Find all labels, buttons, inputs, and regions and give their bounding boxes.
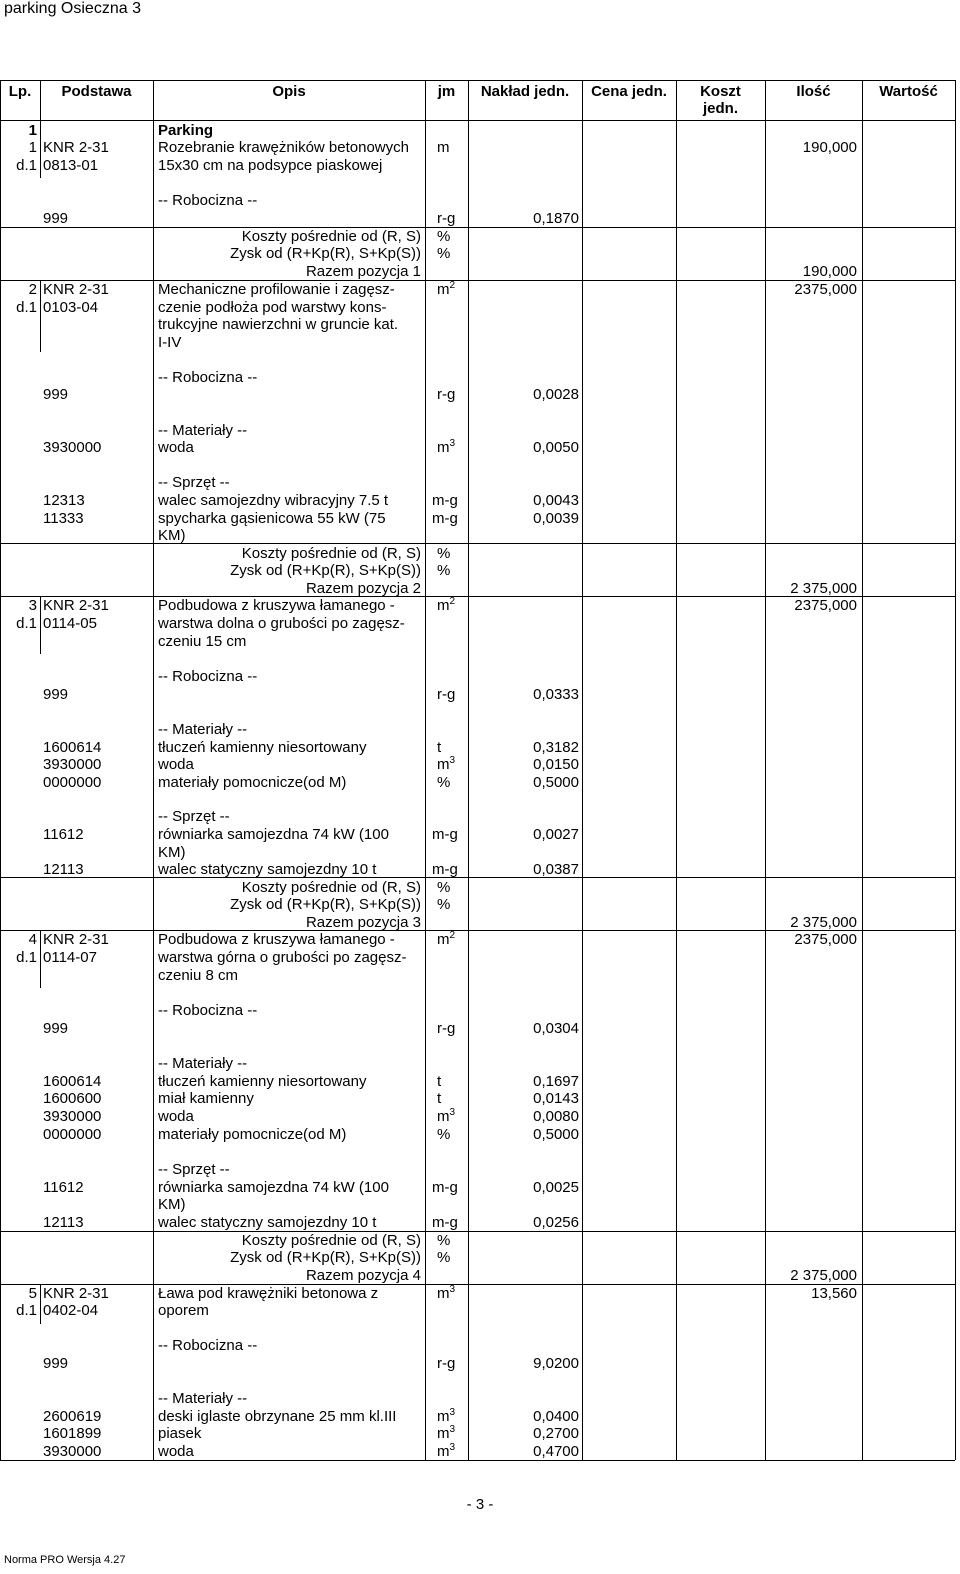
pos2-razem: Razem pozycja 2 (305, 580, 421, 597)
pos3-s1-desc: równiarka samojezdna 74 kW (100 (158, 826, 389, 843)
pos3-lp: 3 (28, 597, 37, 614)
pos3-zysk: Zysk od (R+Kp(R), S+Kp(S)) (230, 896, 421, 913)
row-line (0, 543, 955, 544)
pos5-desc: oporem (158, 1302, 209, 1319)
pos2-koszty-jm: % (437, 545, 451, 562)
pos4-desc: warstwa górna o grubości po zagęsz- (158, 949, 407, 966)
pos3-m1-val: 0,3182 (533, 739, 579, 756)
pos5-m3-desc: woda (158, 1443, 194, 1460)
page-number: - 3 - (466, 1496, 494, 1513)
pos2-m1-code: 3930000 (43, 439, 102, 456)
pos1-robocizna-label: -- Robocizna -- (158, 192, 258, 209)
pos4-zysk-jm: % (437, 1249, 451, 1266)
pos5-m1-desc: deski iglaste obrzynane 25 mm kl.III (158, 1408, 397, 1425)
pos4-razem-qty: 2 375,000 (790, 1267, 857, 1284)
pos4-koszty-jm: % (437, 1232, 451, 1249)
col-opis-header: Opis (272, 83, 306, 100)
pos5-robocizna-label: -- Robocizna -- (158, 1337, 258, 1354)
pos4-m4-desc: materiały pomocnicze(od M) (158, 1126, 347, 1143)
pos5-m1-code: 2600619 (43, 1408, 102, 1425)
pos4-zysk: Zysk od (R+Kp(R), S+Kp(S)) (230, 1249, 421, 1266)
pos1-zysk-jm: % (437, 245, 451, 262)
pos3-s1-code: 11612 (43, 826, 84, 843)
pos4-lp-d: d.1 (16, 949, 37, 966)
pos2-s2-jm: m-g (432, 510, 458, 527)
pos1-qty: 190,000 (802, 139, 857, 156)
pos3-koszty-jm: % (437, 879, 451, 896)
pos4-materialy-label: -- Materiały -- (158, 1055, 248, 1072)
col-koszt-header: Koszt (700, 83, 741, 100)
pos5-base: KNR 2-31 (43, 1285, 109, 1302)
pos5-r-jm: r-g (437, 1355, 456, 1372)
pos2-s2-desc: spycharka gąsienicowa 55 kW (75 (158, 510, 386, 527)
pos3-s1-jm: m-g (432, 826, 458, 843)
pos3-s2-jm: m-g (432, 861, 458, 878)
pos4-s1-desc: KM) (158, 1196, 186, 1213)
pos4-m4-code: 0000000 (43, 1126, 102, 1143)
pos3-m2-code: 3930000 (43, 756, 102, 773)
pos3-qty: 2375,000 (794, 597, 857, 614)
pos4-s1-desc: równiarka samojezdna 74 kW (100 (158, 1179, 389, 1196)
lp-vline (40, 120, 41, 178)
pos3-base: KNR 2-31 (43, 597, 109, 614)
pos4-jm: $m^2$ (437, 930, 456, 948)
pos4-s2-jm: m-g (432, 1214, 458, 1231)
pos4-m3-desc: woda (158, 1108, 194, 1125)
pos4-r-val: 0,0304 (533, 1020, 579, 1037)
pos4-lp: 4 (28, 931, 37, 948)
pos4-robocizna-label: -- Robocizna -- (158, 1002, 258, 1019)
pos2-s2-code: 11333 (43, 510, 84, 527)
pos2-lp: 2 (28, 281, 37, 298)
pos3-s2-desc: walec statyczny samojezdny 10 t (158, 861, 377, 878)
pos4-m2-val: 0,0143 (533, 1090, 579, 1107)
pos1-koszty: Koszty pośrednie od (R, S) (241, 228, 421, 245)
pos5-r-val: 9,0200 (533, 1355, 579, 1372)
pos2-desc: trukcyjne nawierzchni w gruncie kat. (158, 316, 399, 333)
table-vline (425, 120, 426, 1460)
table-vline (955, 120, 956, 1460)
pos2-s1-code: 12313 (43, 492, 85, 509)
pos4-base-code: 0114-07 (43, 949, 97, 966)
col-jm-header: jm (437, 83, 456, 100)
pos5-materialy-label: -- Materiały -- (158, 1390, 248, 1407)
pos2-zysk-jm: % (437, 562, 451, 579)
pos5-m2-jm: $m^3$ (437, 1424, 456, 1442)
pos3-m3-desc: materiały pomocnicze(od M) (158, 774, 347, 791)
footer-software-version: Norma PRO Wersja 4.27 (4, 1554, 126, 1566)
pos1-base-code: 0813-01 (43, 157, 99, 174)
pos3-m1-jm: t (437, 739, 442, 756)
pos5-m1-jm: $m^3$ (437, 1407, 456, 1425)
table-vline (0, 120, 1, 1460)
pos3-s2-code: 12113 (43, 861, 84, 878)
pos1-r-val: 0,1870 (533, 210, 579, 227)
col-lp-header: Lp. (8, 83, 32, 100)
pos5-m2-code: 1601899 (43, 1425, 102, 1442)
pos2-r-jm: r-g (437, 386, 456, 403)
pos4-m3-code: 3930000 (43, 1108, 102, 1125)
pos2-s1-desc: walec samojezdny wibracyjny 7.5 t (158, 492, 389, 509)
pos2-desc: Mechaniczne profilowanie i zagęsz- (158, 281, 395, 298)
pos4-m1-val: 0,1697 (533, 1073, 579, 1090)
pos5-qty: 13,560 (811, 1285, 857, 1302)
pos2-s1-val: 0,0043 (533, 492, 579, 509)
header-top-line (0, 80, 955, 81)
pos4-m1-code: 1600614 (43, 1073, 102, 1090)
section-number: 1 (28, 122, 37, 139)
pos3-desc: warstwa dolna o grubości po zagęsz- (158, 615, 405, 632)
pos4-s1-val: 0,0025 (533, 1179, 579, 1196)
pos4-m1-desc: tłuczeń kamienny niesortowany (158, 1073, 367, 1090)
pos2-sprzet-label: -- Sprzęt -- (158, 474, 230, 491)
pos1-base: KNR 2-31 (43, 139, 109, 156)
pos1-koszty-jm: % (437, 228, 451, 245)
pos3-jm: $m^2$ (437, 596, 456, 614)
pos1-zysk: Zysk od (R+Kp(R), S+Kp(S)) (230, 245, 421, 262)
table-vline (862, 120, 863, 1460)
pos4-base: KNR 2-31 (43, 931, 109, 948)
pos3-r-jm: r-g (437, 686, 456, 703)
pos5-lp: 5 (28, 1285, 37, 1302)
pos4-desc: czeniu 8 cm (158, 967, 239, 984)
pos5-base-code: 0402-04 (43, 1302, 99, 1319)
pos2-qty: 2375,000 (794, 281, 857, 298)
pos3-s2-val: 0,0387 (533, 861, 579, 878)
lp-vline (40, 596, 41, 654)
pos5-desc: Ława pod krawężniki betonowa z (158, 1285, 379, 1302)
pos4-m2-jm: t (437, 1090, 442, 1107)
pos3-zysk-jm: % (437, 896, 451, 913)
header-vline (955, 80, 956, 120)
pos3-materialy-label: -- Materiały -- (158, 721, 248, 738)
pos2-jm: $m^2$ (437, 280, 456, 298)
pos3-koszty: Koszty pośrednie od (R, S) (241, 879, 421, 896)
pos4-m4-jm: % (437, 1126, 451, 1143)
pos4-s1-code: 11612 (43, 1179, 84, 1196)
col-cena-header: Cena jedn. (591, 83, 667, 100)
pos2-s2-desc: KM) (158, 527, 186, 544)
pos2-koszty: Koszty pośrednie od (R, S) (241, 545, 421, 562)
pos3-m3-val: 0,5000 (533, 774, 579, 791)
pos2-m1-val: 0,0050 (533, 439, 579, 456)
pos3-s1-desc: KM) (158, 844, 186, 861)
pos3-m1-desc: tłuczeń kamienny niesortowany (158, 739, 367, 756)
pos4-s2-code: 12113 (43, 1214, 84, 1231)
pos3-m2-desc: woda (158, 756, 194, 773)
pos2-m1-jm: $m^3$ (437, 438, 456, 456)
pos4-s1-jm: m-g (432, 1179, 458, 1196)
pos4-m2-code: 1600600 (43, 1090, 102, 1107)
pos3-razem-qty: 2 375,000 (790, 914, 857, 931)
pos4-razem: Razem pozycja 4 (305, 1267, 421, 1284)
pos3-m3-code: 0000000 (43, 774, 102, 791)
pos2-s2-val: 0,0039 (533, 510, 579, 527)
pos5-m3-jm: $m^3$ (437, 1442, 456, 1460)
pos2-desc: I-IV (158, 334, 182, 351)
pos3-m3-jm: % (437, 774, 451, 791)
table-vline (582, 120, 583, 1460)
document-title: parking Osieczna 3 (4, 0, 141, 17)
pos2-base: KNR 2-31 (43, 281, 109, 298)
header-bottom-line (0, 120, 955, 121)
pos3-desc: czeniu 15 cm (158, 633, 247, 650)
pos2-razem-qty: 2 375,000 (790, 580, 857, 597)
pos2-desc: czenie podłoża pod warstwy kons- (158, 299, 387, 316)
col-wartosc-header: Wartość (879, 83, 938, 100)
pos1-razem: Razem pozycja 1 (305, 263, 421, 280)
pos3-m2-jm: $m^3$ (437, 755, 456, 773)
pos4-m2-desc: miał kamienny (158, 1090, 254, 1107)
pos5-m2-val: 0,2700 (533, 1425, 579, 1442)
col-ilosc-header: Ilość (796, 83, 831, 100)
pos3-m2-val: 0,0150 (533, 756, 579, 773)
pos2-robocizna-label: -- Robocizna -- (158, 369, 258, 386)
pos3-desc: Podbudowa z kruszywa łamanego - (158, 597, 395, 614)
section-title: Parking (158, 122, 214, 139)
pos4-koszty: Koszty pośrednie od (R, S) (241, 1232, 421, 1249)
pos1-r-code: 999 (43, 210, 69, 227)
pos3-s1-val: 0,0027 (533, 826, 579, 843)
pos4-r-code: 999 (43, 1020, 69, 1037)
pos2-base-code: 0103-04 (43, 299, 99, 316)
pos3-base-code: 0114-05 (43, 615, 97, 632)
lp-vline (40, 280, 41, 352)
pos4-m4-val: 0,5000 (533, 1126, 579, 1143)
pos3-r-code: 999 (43, 686, 69, 703)
table-vline (676, 120, 677, 1460)
pos5-lp-d: d.1 (16, 1302, 37, 1319)
pos5-jm: $m^3$ (437, 1284, 456, 1302)
pos4-m3-val: 0,0080 (533, 1108, 579, 1125)
pos4-r-jm: r-g (437, 1020, 456, 1037)
pos3-robocizna-label: -- Robocizna -- (158, 668, 258, 685)
pos5-m1-val: 0,0400 (533, 1408, 579, 1425)
pos1-desc: 15x30 cm na podsypce piaskowej (158, 157, 383, 174)
pos2-zysk: Zysk od (R+Kp(R), S+Kp(S)) (230, 562, 421, 579)
pos2-m1-desc: woda (158, 439, 194, 456)
pos5-m3-code: 3930000 (43, 1443, 102, 1460)
pos2-materialy-label: -- Materiały -- (158, 422, 248, 439)
col-podstawa-header: Podstawa (61, 83, 132, 100)
pos4-qty: 2375,000 (794, 931, 857, 948)
pos3-lp-d: d.1 (16, 615, 37, 632)
pos3-r-val: 0,0333 (533, 686, 579, 703)
pos5-r-code: 999 (43, 1355, 69, 1372)
pos1-jm: m (437, 139, 450, 156)
pos1-lp-d: d.1 (16, 157, 37, 174)
pos4-sprzet-label: -- Sprzęt -- (158, 1161, 230, 1178)
pos3-razem: Razem pozycja 3 (305, 914, 421, 931)
pos3-sprzet-label: -- Sprzęt -- (158, 808, 230, 825)
pos5-m2-desc: piasek (158, 1425, 202, 1442)
pos1-lp: 1 (28, 139, 37, 156)
pos2-s1-jm: m-g (432, 492, 458, 509)
col-koszt-header-2: jedn. (702, 100, 738, 117)
pos4-m1-jm: t (437, 1073, 442, 1090)
lp-vline (40, 930, 41, 988)
pos4-s2-val: 0,0256 (533, 1214, 579, 1231)
pos1-razem-qty: 190,000 (802, 263, 857, 280)
pos2-r-val: 0,0028 (533, 386, 579, 403)
pos4-m3-jm: $m^3$ (437, 1107, 456, 1125)
pos1-desc: Rozebranie krawężników betonowych (158, 139, 409, 156)
lp-vline (40, 1284, 41, 1324)
pos5-m3-val: 0,4700 (533, 1443, 579, 1460)
pos4-s2-desc: walec statyczny samojezdny 10 t (158, 1214, 377, 1231)
pos2-r-code: 999 (43, 386, 69, 403)
pos2-lp-d: d.1 (16, 299, 37, 316)
col-naklad-header: Nakład jedn. (480, 83, 570, 100)
pos1-r-jm: r-g (437, 210, 456, 227)
pos4-desc: Podbudowa z kruszywa łamanego - (158, 931, 395, 948)
pos3-m1-code: 1600614 (43, 739, 102, 756)
table-vline (765, 120, 766, 1460)
